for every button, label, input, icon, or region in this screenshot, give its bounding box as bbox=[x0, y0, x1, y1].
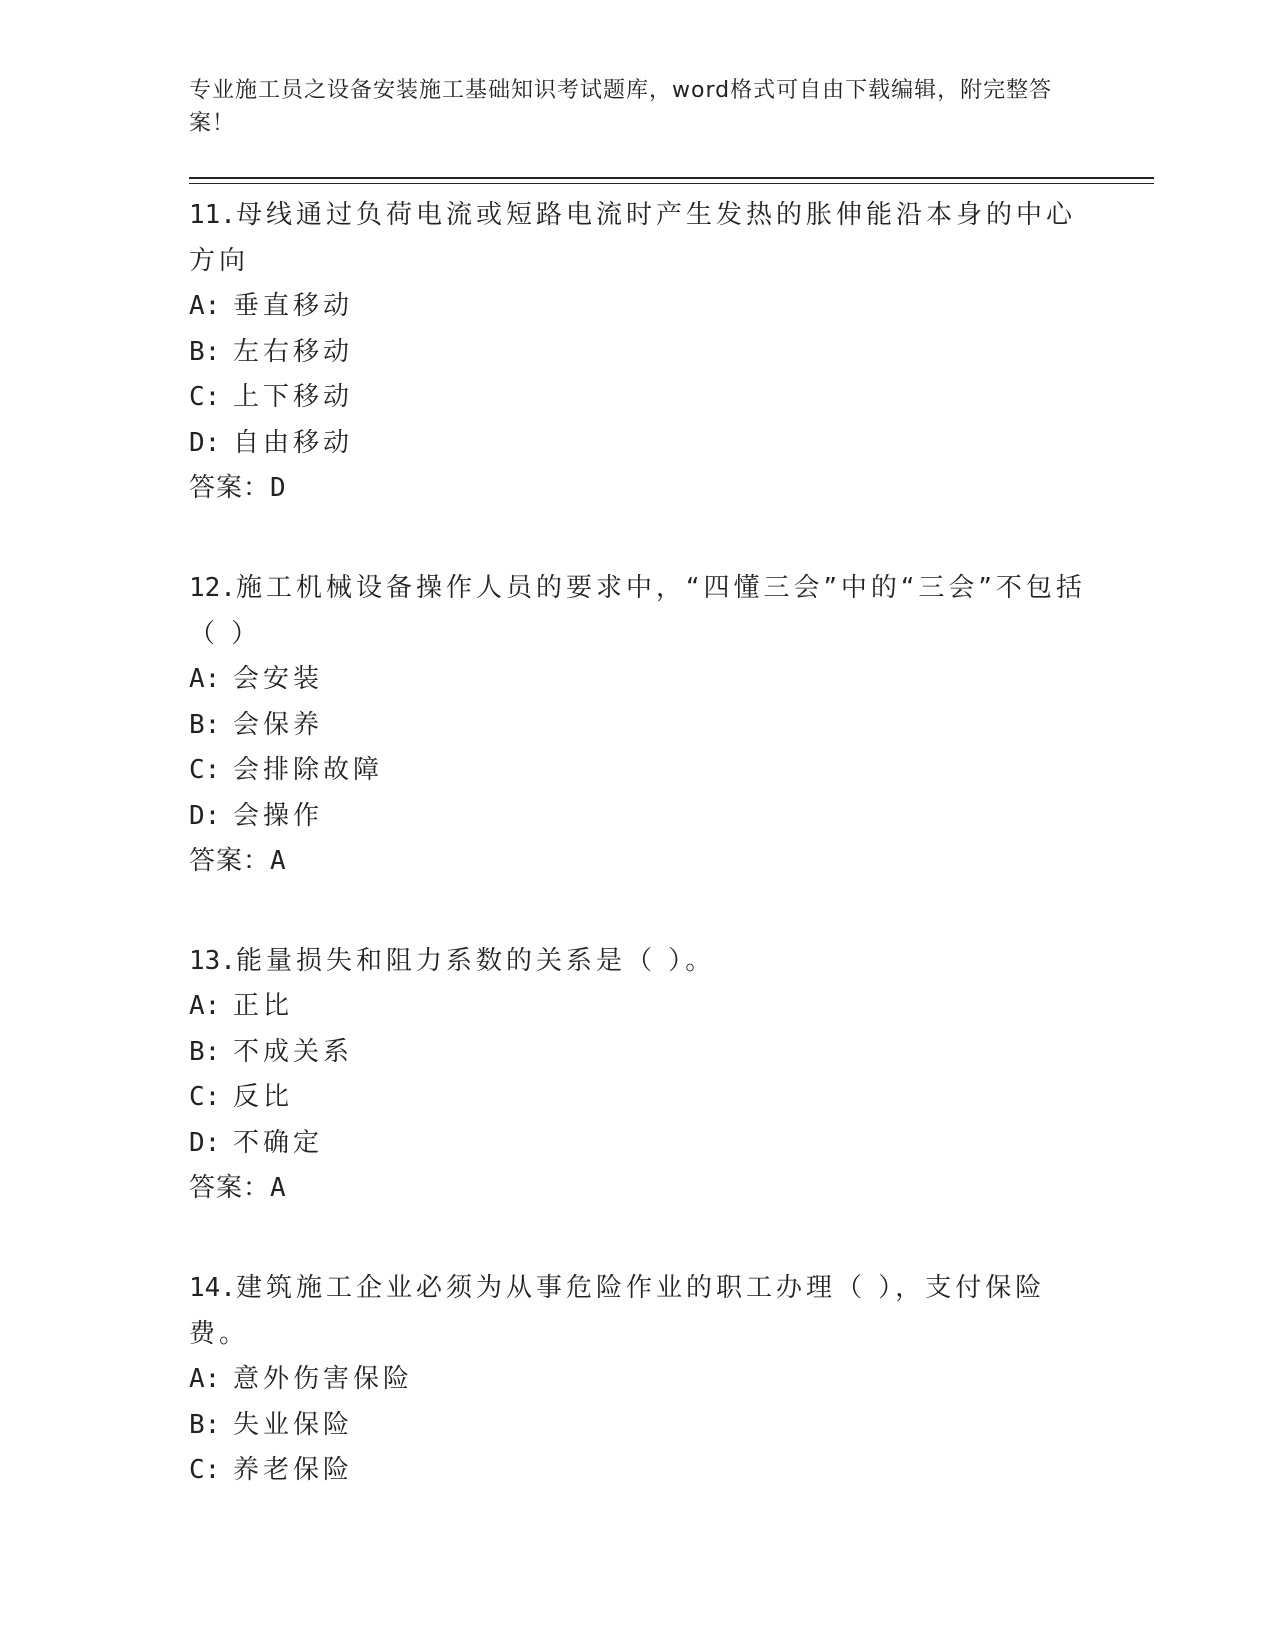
option-b bbox=[189, 1403, 1089, 1449]
option-d bbox=[189, 421, 1089, 467]
option-letter: A: bbox=[189, 1364, 221, 1394]
question-text: 建筑施工企业必须为从事危险作业的职工办理（ ），支付保险费。 bbox=[189, 1273, 1046, 1349]
option-letter: B: bbox=[189, 709, 221, 740]
option-text: 垂直移动 bbox=[233, 291, 354, 321]
question-13 bbox=[189, 938, 1089, 1211]
question-list bbox=[189, 192, 1089, 1494]
option-letter: B: bbox=[189, 1036, 221, 1067]
option-letter: D: bbox=[189, 427, 221, 458]
header-divider-thin bbox=[189, 183, 1154, 184]
option-letter: C: bbox=[189, 1082, 221, 1112]
question-stem bbox=[189, 192, 1089, 284]
question-11 bbox=[189, 192, 1089, 511]
option-letter: A: bbox=[189, 291, 221, 321]
spacer bbox=[189, 884, 1089, 938]
option-letter: B: bbox=[189, 336, 221, 367]
question-text: 能量损失和阻力系数的关系是（ ）。 bbox=[235, 946, 716, 976]
spacer bbox=[189, 511, 1089, 565]
option-b bbox=[189, 703, 1089, 749]
option-text: 不确定 bbox=[233, 1127, 324, 1158]
option-c bbox=[189, 375, 1089, 421]
answer-line bbox=[189, 1166, 1089, 1211]
question-text: 施工机械设备操作人员的要求中，“四懂三会”中的“三会”不包括（ ） bbox=[189, 573, 1086, 649]
option-letter: C: bbox=[189, 1455, 221, 1485]
question-12 bbox=[189, 565, 1089, 884]
option-b bbox=[189, 330, 1089, 376]
option-letter: A: bbox=[189, 664, 221, 694]
answer-line bbox=[189, 839, 1089, 884]
question-number: 14. bbox=[189, 1273, 236, 1303]
answer-value: A bbox=[270, 1173, 287, 1203]
option-text: 自由移动 bbox=[233, 427, 354, 458]
option-letter: A: bbox=[189, 991, 221, 1021]
question-number: 13. bbox=[189, 946, 236, 976]
option-b bbox=[189, 1030, 1089, 1076]
option-letter: C: bbox=[189, 382, 221, 412]
header-divider-thick bbox=[189, 177, 1154, 179]
option-c bbox=[189, 748, 1089, 794]
answer-line bbox=[189, 466, 1089, 511]
answer-value: A bbox=[270, 846, 287, 876]
option-letter: B: bbox=[189, 1409, 221, 1440]
answer-label: 答案： bbox=[189, 473, 271, 503]
option-a bbox=[189, 984, 1089, 1030]
option-letter: D: bbox=[189, 800, 221, 831]
question-number: 12. bbox=[189, 573, 236, 603]
option-text: 正比 bbox=[233, 991, 294, 1021]
option-d bbox=[189, 794, 1089, 840]
document-intro-text: 专业施工员之设备安装施工基础知识考试题库，word格式可自由下载编辑，附完整答案！ bbox=[189, 78, 1053, 136]
option-text: 会安装 bbox=[233, 664, 324, 694]
question-text: 母线通过负荷电流或短路电流时产生发热的胀伸能沿本身的中心方向 bbox=[189, 200, 1076, 276]
option-text: 意外伤害保险 bbox=[233, 1364, 414, 1394]
option-d bbox=[189, 1121, 1089, 1167]
question-14 bbox=[189, 1265, 1089, 1494]
option-text: 上下移动 bbox=[233, 382, 354, 412]
option-letter: C: bbox=[189, 755, 221, 785]
question-stem bbox=[189, 1265, 1089, 1357]
option-text: 左右移动 bbox=[233, 336, 354, 367]
option-text: 会操作 bbox=[233, 800, 324, 831]
option-c bbox=[189, 1448, 1089, 1494]
option-text: 反比 bbox=[233, 1082, 294, 1112]
answer-value: D bbox=[270, 473, 287, 503]
answer-label: 答案： bbox=[189, 1173, 271, 1203]
option-a bbox=[189, 657, 1089, 703]
question-number: 11. bbox=[189, 200, 236, 230]
question-stem bbox=[189, 938, 1089, 984]
answer-label: 答案： bbox=[189, 846, 271, 876]
spacer bbox=[189, 1211, 1089, 1265]
option-text: 不成关系 bbox=[233, 1036, 354, 1067]
option-c bbox=[189, 1075, 1089, 1121]
question-stem bbox=[189, 565, 1089, 657]
option-text: 会保养 bbox=[233, 709, 324, 740]
option-a bbox=[189, 1357, 1089, 1403]
option-text: 会排除故障 bbox=[233, 755, 384, 785]
option-a bbox=[189, 284, 1089, 330]
option-text: 失业保险 bbox=[233, 1409, 354, 1440]
option-letter: D: bbox=[189, 1127, 221, 1158]
option-text: 养老保险 bbox=[233, 1455, 354, 1485]
